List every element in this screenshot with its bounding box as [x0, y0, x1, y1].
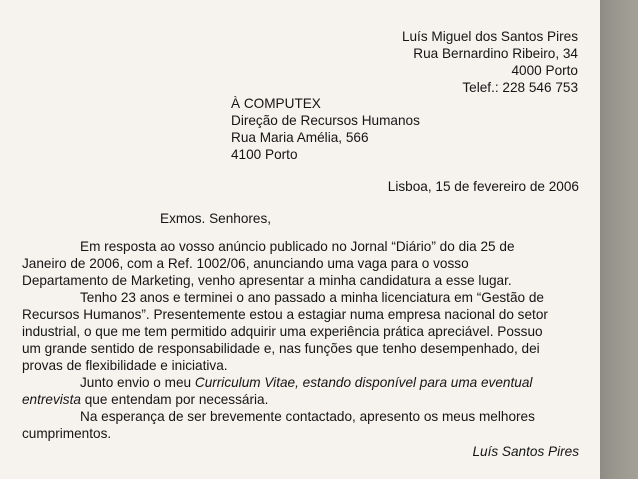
recipient-street: Rua Maria Amélia, 566 [231, 130, 369, 145]
body-line: Janeiro de 2006, com a Ref. 1002/06, anunciando uma vaga para o vosso [22, 256, 469, 271]
cv-line-prefix: Junto envio o meu [80, 375, 195, 390]
body-line: um grande sentido de responsabilidade e, nas funções que tenho desempenhado, dei [22, 341, 540, 356]
sender-street: Rua Bernardino Ribeiro, 34 [413, 46, 578, 61]
cv-line-2 [22, 391, 268, 408]
body-line: Tenho 23 anos e terminei o ano passado a minha licenciatura em “Gestão de [80, 290, 544, 305]
closing-line: Na esperança de ser brevemente contactado, apresento os meus melhores [80, 409, 535, 424]
recipient-city: 4100 Porto [231, 147, 298, 162]
cv-line [80, 374, 532, 391]
right-border-band [600, 0, 638, 479]
cv-line-italic: Curriculum Vitae, estando disponível para uma eventual [194, 375, 533, 390]
recipient-company: À COMPUTEX [231, 96, 321, 111]
body-line: provas de flexibilidade e iniciativa. [22, 358, 228, 373]
body-line: Em resposta ao vosso anúncio publicado no Jornal “Diário” do dia 25 de [80, 239, 515, 254]
body-line: Recursos Humanos”. Presentemente estou a estagiar numa empresa nacional do setor [22, 307, 548, 322]
salutation: Exmos. Senhores, [160, 211, 272, 226]
body-line: industrial, o que me tem permitido adquirir uma experiência prática apreciável. Possuo [22, 324, 543, 339]
letter-date: Lisboa, 15 de fevereiro de 2006 [387, 179, 579, 194]
cv-line-2-italic: entrevista [22, 392, 81, 407]
sender-name: Luís Miguel dos Santos Pires [401, 29, 578, 44]
cv-line-2-suffix: que entendam por necessária. [80, 392, 269, 407]
body-line: Departamento de Marketing, venho apresentar a minha candidatura a esse lugar. [22, 273, 512, 288]
closing-line: cumprimentos. [22, 426, 112, 441]
recipient-department: Direção de Recursos Humanos [231, 113, 420, 128]
sender-phone: Telef.: 228 546 753 [462, 80, 578, 95]
sender-city: 4000 Porto [511, 63, 578, 78]
signature: Luís Santos Pires [472, 444, 579, 459]
